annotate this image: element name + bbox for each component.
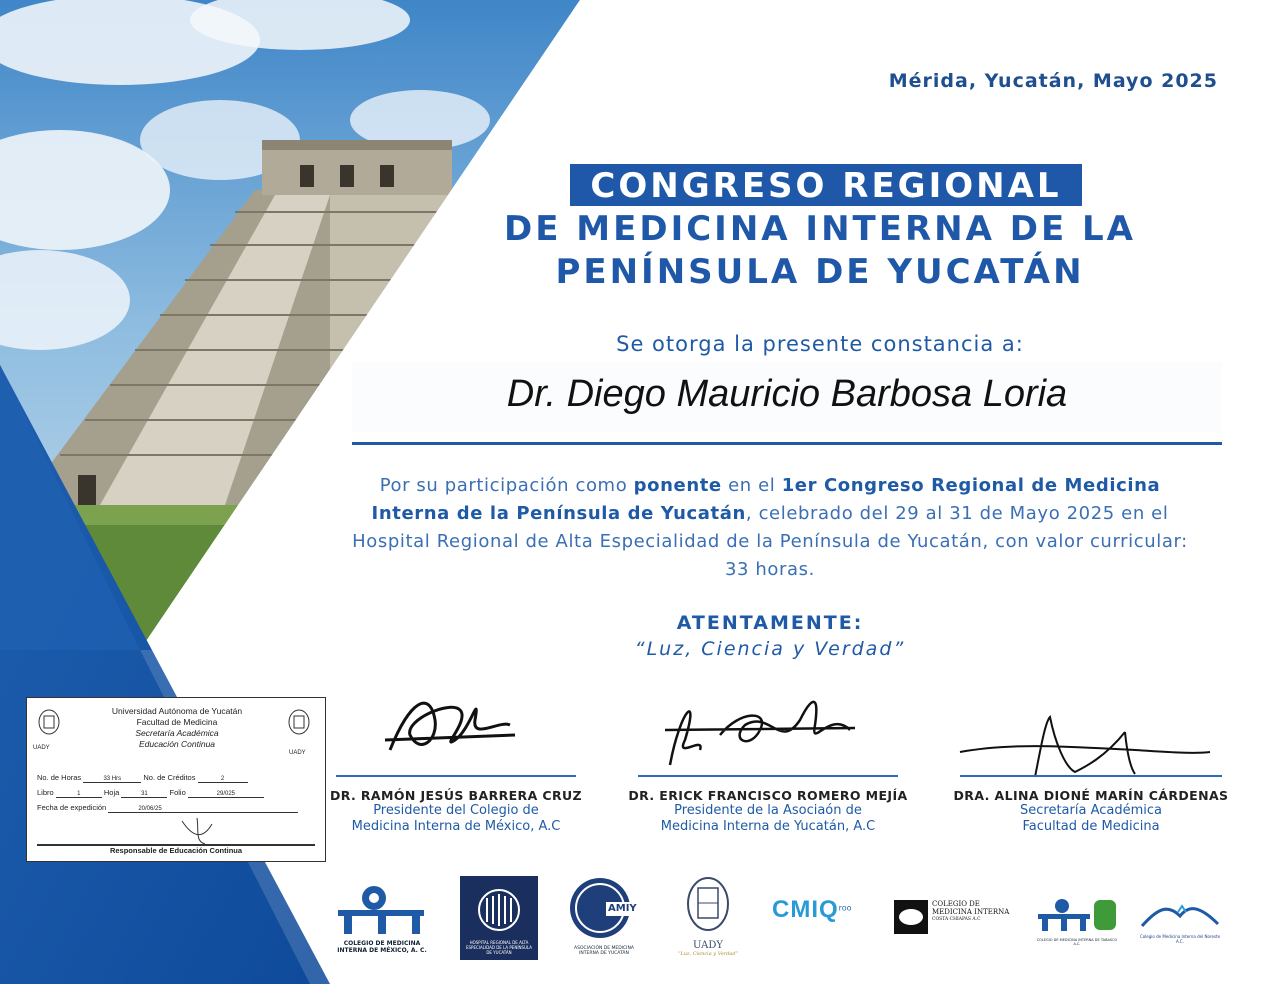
stamp-creditos-label: No. de Créditos <box>143 773 196 782</box>
signature-3 <box>955 712 1215 782</box>
cmiq-text: CMIQ <box>772 896 839 923</box>
body-event: 1er Congreso Regional de Medicina Interna de la Península de Yucatán <box>371 475 1161 524</box>
uady-crest-icon <box>676 874 740 936</box>
title-lines <box>480 208 1160 294</box>
signature-line-3 <box>960 775 1222 777</box>
stamp-university: Universidad Autónoma de Yucatán <box>111 706 243 716</box>
costa-line-2: MEDICINA INTERNA <box>932 908 1010 916</box>
stamp-header <box>87 706 267 750</box>
stamp-folio-value: 29/025 <box>188 791 264 798</box>
stamp-row-fecha <box>37 803 298 813</box>
stamp-row-horas <box>37 773 248 783</box>
signatory-1-role-2: Medicina Interna de México, A.C <box>351 819 561 834</box>
uady-seal-icon <box>35 708 63 746</box>
signatory-2 <box>628 788 908 835</box>
amiy-text: AMIY <box>608 903 637 914</box>
registration-stamp <box>26 697 326 862</box>
stamp-fecha-value: 20/06/25 <box>108 806 298 813</box>
logo-costa-chiapas <box>894 898 1018 938</box>
uady-text: UADY <box>693 940 723 951</box>
cmim-caption-2: INTERNA DE MÉXICO, A. C. <box>337 947 427 954</box>
signatory-1-role-1: Presidente del Colegio de <box>373 803 539 818</box>
recipient-name: Dr. Diego Mauricio Barbosa Loria <box>506 373 1068 415</box>
uady-label-left: UADY <box>33 745 50 751</box>
costa-line-3: COSTA CHIAPAS A.C <box>932 917 981 922</box>
logo-cmiq <box>772 896 876 936</box>
signatory-2-role-1: Presidente de la Asociaón de <box>674 803 862 818</box>
noreste-caption: Colegio de Medicina Interna del Noreste A.C. <box>1139 934 1221 944</box>
tabasco-logo-icon <box>1034 896 1120 934</box>
signatory-2-name: DR. ERICK FRANCISCO ROMERO MEJÍA <box>628 788 908 803</box>
stamp-responsable: Responsable de Educación Continua <box>109 846 243 855</box>
logo-tabasco <box>1034 896 1120 946</box>
signature-1 <box>380 680 520 765</box>
body-part-3: , celebrado del 29 al 31 de Mayo 2025 en el Hospital Regional de Alta Especialidad de la Península de Yucatán, con valor curricular: 33 horas. <box>352 503 1188 580</box>
costa-chiapas-icon <box>894 898 928 936</box>
body-part-1: Por su participación como <box>379 475 634 496</box>
place-date: Mérida, Yucatán, Mayo 2025 <box>888 70 1218 92</box>
logo-noreste <box>1138 900 1222 944</box>
signatory-3-role-1: Secretaría Académica <box>1020 803 1162 818</box>
uady-label-right: UADY <box>289 750 306 756</box>
atentamente: ATENTAMENTE: <box>676 612 864 634</box>
logo-cmim <box>334 880 430 960</box>
stamp-horas-value: 33 Hrs <box>83 776 141 783</box>
hospital-logo-icon <box>460 876 538 936</box>
noreste-mountain-icon <box>1138 900 1222 930</box>
stamp-folio-label: Folio <box>169 788 186 797</box>
logo-hospital <box>460 876 538 960</box>
stamp-hoja-value: 31 <box>121 791 167 798</box>
logo-uady <box>676 874 740 964</box>
costa-line-1: COLEGIO DE <box>932 900 980 908</box>
signatory-3-role-2: Facultad de Medicina <box>1022 819 1160 834</box>
stamp-libro-label: Libro <box>37 788 54 797</box>
stamp-row-libro <box>37 788 264 798</box>
participation-text <box>350 472 1190 584</box>
stamp-horas-label: No. de Horas <box>37 773 82 782</box>
signatory-1-name: DR. RAMÓN JESÚS BARRERA CRUZ <box>329 788 583 803</box>
stamp-creditos-value: 2 <box>198 776 248 783</box>
uady-motto: “Luz, Ciencia y Verdad” <box>677 951 739 957</box>
stamp-educacion: Educación Continua <box>138 739 216 749</box>
title-line-1: CONGRESO REGIONAL <box>590 166 1062 206</box>
logo-amiy <box>568 876 640 962</box>
signature-line-2 <box>638 775 898 777</box>
stamp-signature <box>177 816 217 846</box>
name-underline <box>352 442 1222 445</box>
stamp-secretaria: Secretaría Académica <box>135 728 219 738</box>
body-part-2: en el <box>721 475 782 496</box>
title-line-2: DE MEDICINA INTERNA DE LA <box>504 209 1136 249</box>
uady-seal-icon-right <box>285 708 313 746</box>
costa-chiapas-text <box>932 900 1009 924</box>
stamp-libro-value: 1 <box>56 791 102 798</box>
stamp-hoja-label: Hoja <box>103 788 120 797</box>
hospital-caption: HOSPITAL REGIONAL DE ALTA ESPECIALIDAD DE LA PENÍNSULA DE YUCATÁN <box>465 940 533 955</box>
cmim-caption-1: COLEGIO DE MEDICINA <box>343 940 421 947</box>
tabasco-caption: COLEGIO DE MEDICINA INTERNA DE TABASCO A.C. <box>1036 938 1118 946</box>
cmim-logo-icon <box>334 880 430 936</box>
motto: “Luz, Ciencia y Verdad” <box>634 638 906 660</box>
amiy-caption: ASOCIACIÓN DE MEDICINA INTERNA DE YUCATÁN <box>574 946 634 956</box>
title-line-3: PENÍNSULA DE YUCATÁN <box>555 252 1085 292</box>
body-role: ponente <box>633 475 722 496</box>
signatory-1 <box>326 788 586 835</box>
signatory-2-role-2: Medicina Interna de Yucatán, A.C <box>660 819 876 834</box>
recipient-intro: Se otorga la presente constancia a: <box>616 332 1024 356</box>
stamp-fecha-label: Fecha de expedición <box>37 803 107 812</box>
signatory-3 <box>950 788 1232 835</box>
signatory-3-name: DRA. ALINA DIONÉ MARÍN CÁRDENAS <box>953 788 1229 803</box>
cmiq-sup: roo <box>838 903 852 913</box>
signature-2 <box>660 680 860 770</box>
signature-line-1 <box>336 775 576 777</box>
stamp-faculty: Facultad de Medicina <box>136 717 218 727</box>
